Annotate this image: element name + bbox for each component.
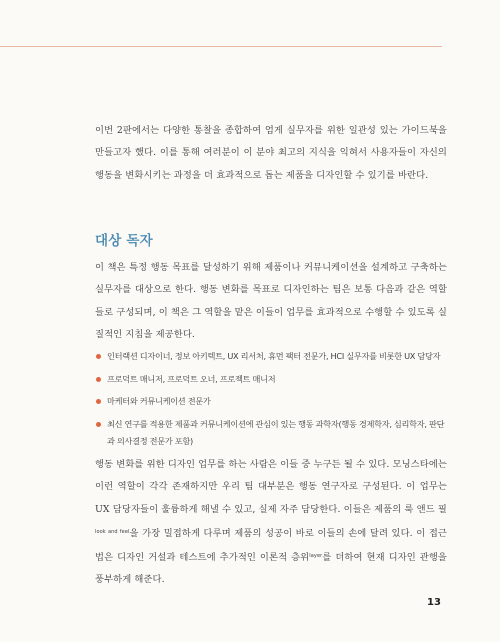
page-number: 13 — [427, 597, 441, 608]
list-item-text: 마케터와 커뮤니케이션 전문가 — [107, 396, 211, 406]
bullet-dot-icon — [96, 377, 101, 382]
list-item-text: 최신 연구를 적용한 제품과 커뮤니케이션에 관심이 있는 행동 과학자(행동 경제학자, 심리학자, 판단과 의사결정 전문가 포함) — [107, 418, 445, 446]
bullet-dot-icon — [96, 354, 101, 359]
closing-text-1: 행동 변화를 위한 디자인 업무를 하는 사람은 이들 중 누구든 될 수 있다. 모닝스타에는 이런 역할이 각각 존재하지만 우리 팀 대부분은 행동 연구자로 구성된다. 이 업무는 UX 담당자들이 훌륭하게 해낼 수 있고, 실제 자주 담당한다. 이들은 제품의 룩 앤드 필 — [95, 459, 447, 515]
list-item — [95, 416, 447, 450]
role-list — [95, 348, 447, 455]
list-item-text: 인터랙션 디자이너, 정보 아키텍트, UX 리서처, 휴먼 팩터 전문가, HCI 실무자를 비롯한 UX 담당자 — [107, 351, 441, 361]
list-item — [95, 371, 447, 388]
closing-paragraph — [95, 454, 447, 592]
intro-paragraph: 이번 2판에서는 다양한 통찰을 종합하여 엄게 실무자를 위한 일관성 있는 가이드북을 만들고자 했다. 이를 통해 여러분이 이 분야 최고의 지식을 익혀서 사용자들이 자신의 행동을 변화시키는 과정을 더 효과적으로 돕는 제품을 디자인할 수 있기를 바란다. — [95, 125, 447, 181]
bullet-dot-icon — [96, 422, 101, 427]
layer-gloss: layer — [309, 553, 323, 560]
list-item — [95, 348, 447, 365]
list-item-text: 프로덕트 매니저, 프로덕트 오너, 프로젝트 매니저 — [107, 373, 276, 384]
audience-paragraph: 이 책은 특정 행동 목표를 달성하기 위해 제품이나 커뮤니케이션을 설계하고 구축하는 실무자를 대상으로 한다. 행동 변화를 목표로 디자인하는 팀은 보통 다음과 같은 역할들로 구성되며, 이 책은 그 역할을 맡은 이들이 업무를 효과적으로 수행할 수 있도록 실질적인 지침을 제공한다. — [95, 262, 447, 340]
closing-text-3: 를 더하여 현재 디자인 관행을 풍부하게 해준다. — [95, 552, 447, 586]
header-rule — [0, 46, 442, 47]
list-item — [95, 393, 447, 410]
look-and-feel-gloss: look and feel — [95, 528, 130, 535]
section-heading: 대상 독자 — [95, 233, 153, 249]
bullet-dot-icon — [96, 399, 101, 404]
closing-text-2: 을 가장 밀접하게 다루며 제품의 성공이 바로 이들의 손에 달려 있다. 이 접근법은 디자인 거설과 테스트에 추가적인 이론적 층위 — [95, 527, 447, 564]
